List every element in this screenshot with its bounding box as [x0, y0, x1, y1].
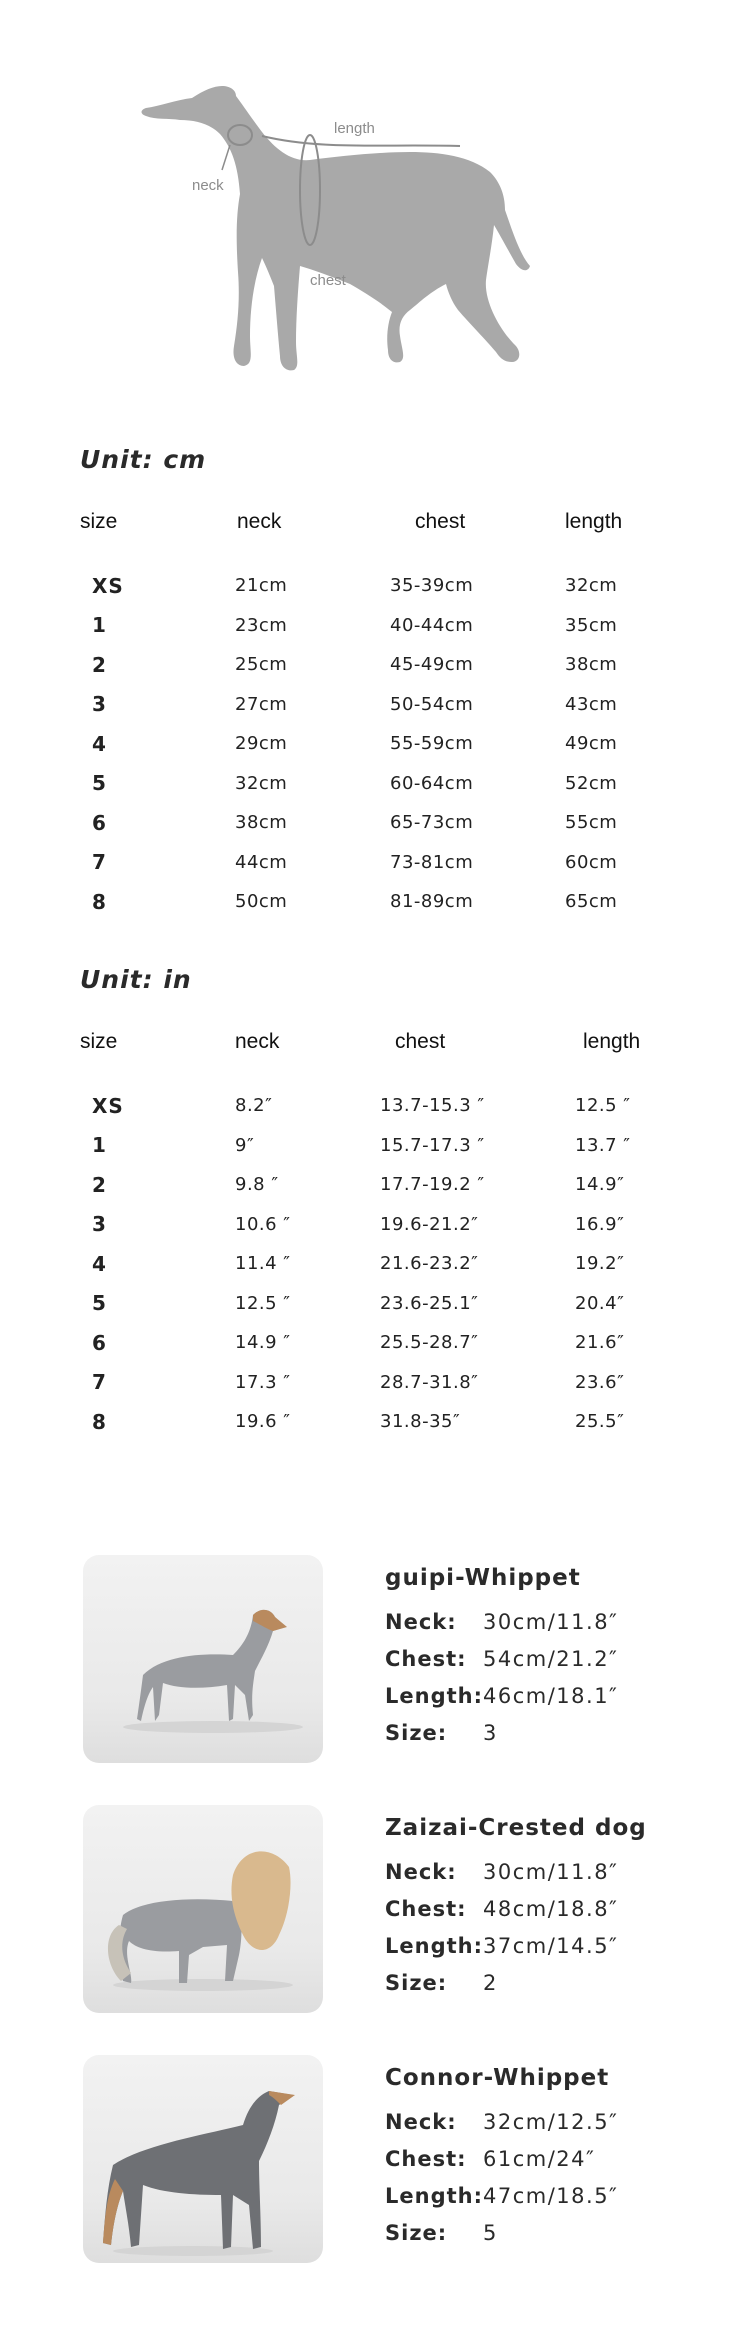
length-cell: 32cm — [565, 575, 618, 597]
length-cell: 21.6″ — [575, 1332, 625, 1354]
chest-cell: 50-54cm — [390, 693, 474, 715]
neck-cell: 10.6 ″ — [235, 1213, 291, 1235]
model-name: Connor-Whippet — [385, 2065, 610, 2091]
model-name: Zaizai-Crested dog — [385, 1815, 647, 1841]
size-row — [385, 1714, 715, 1751]
size-cell: 4 — [92, 1251, 107, 1276]
neck-label: Neck: — [385, 2109, 457, 2134]
in-size-table — [80, 1030, 680, 1442]
chest-label: Chest: — [385, 2146, 467, 2171]
size-cell: 7 — [92, 1370, 107, 1395]
in-table-body — [80, 1086, 680, 1442]
crested-dog-image — [83, 1805, 323, 2013]
table-row — [80, 1402, 680, 1442]
size-cell: XS — [92, 1093, 124, 1118]
length-cell: 65cm — [565, 891, 618, 913]
chest-cell: 17.7-19.2 ″ — [380, 1174, 485, 1196]
header-length: length — [565, 510, 623, 533]
size-cell: 1 — [92, 1133, 107, 1158]
length-label: Length: — [385, 1933, 483, 1958]
chest-cell: 73-81cm — [390, 851, 474, 873]
length-cell: 25.5″ — [575, 1411, 625, 1433]
length-cell: 23.6″ — [575, 1371, 625, 1393]
length-label: length — [334, 120, 375, 137]
table-row — [80, 606, 680, 646]
chest-row — [385, 1890, 715, 1927]
header-chest: chest — [395, 1030, 446, 1053]
chest-cell: 40-44cm — [390, 614, 474, 636]
neck-label: neck — [192, 177, 224, 194]
chest-cell: 65-73cm — [390, 812, 474, 834]
header-size: size — [80, 1030, 118, 1053]
neck-label: Neck: — [385, 1859, 457, 1884]
table-row — [80, 685, 680, 725]
neck-cell: 11.4 ″ — [235, 1253, 291, 1275]
length-label: Length: — [385, 2183, 483, 2208]
neck-cell: 50cm — [235, 891, 288, 913]
chest-cell: 31.8-35″ — [380, 1411, 461, 1433]
model-card — [83, 1555, 750, 1765]
neck-cell: 12.5 ″ — [235, 1292, 291, 1314]
chest-label: chest — [310, 272, 346, 289]
length-measure-line — [262, 136, 460, 146]
chest-row — [385, 2140, 715, 2177]
table-row — [80, 1126, 680, 1166]
chest-cell: 81-89cm — [390, 891, 474, 913]
neck-cell: 29cm — [235, 733, 288, 755]
size-cell: 6 — [92, 1330, 107, 1355]
length-cell: 20.4″ — [575, 1292, 625, 1314]
neck-row — [385, 2103, 715, 2140]
model-photo — [83, 1555, 323, 1763]
length-row — [385, 1927, 715, 1964]
length-value: 47cm/18.5″ — [483, 2183, 619, 2208]
size-cell: 5 — [92, 1291, 107, 1316]
chest-row — [385, 1640, 715, 1677]
model-card — [83, 1805, 750, 2015]
size-cell: 8 — [92, 1409, 107, 1434]
size-label: Size: — [385, 1720, 448, 1745]
chest-value: 54cm/21.2″ — [483, 1646, 619, 1671]
table-row — [80, 1244, 680, 1284]
chest-cell: 15.7-17.3 ″ — [380, 1134, 485, 1156]
neck-row — [385, 1603, 715, 1640]
model-photo — [83, 2055, 323, 2263]
length-row — [385, 2177, 715, 2214]
model-info — [385, 2065, 715, 2251]
size-cell: 1 — [92, 613, 107, 638]
length-cell: 12.5 ″ — [575, 1095, 631, 1117]
header-neck: neck — [237, 510, 282, 533]
neck-cell: 38cm — [235, 812, 288, 834]
neck-cell: 25cm — [235, 654, 288, 676]
model-card — [83, 2055, 750, 2265]
model-info — [385, 1815, 715, 2001]
table-header-row — [80, 510, 680, 566]
size-label: Size: — [385, 1970, 448, 1995]
size-cell: 7 — [92, 850, 107, 875]
size-cell: 3 — [92, 1212, 107, 1237]
header-length: length — [583, 1030, 641, 1053]
cm-size-table — [80, 510, 680, 922]
neck-cell: 19.6 ″ — [235, 1411, 291, 1433]
size-label: Size: — [385, 2220, 448, 2245]
length-cell: 16.9″ — [575, 1213, 625, 1235]
length-cell: 60cm — [565, 851, 618, 873]
size-cell: 8 — [92, 889, 107, 914]
table-row — [80, 724, 680, 764]
chest-cell: 21.6-23.2″ — [380, 1253, 479, 1275]
table-row — [80, 645, 680, 685]
header-chest: chest — [415, 510, 466, 533]
unit-cm-title: Unit: cm — [80, 445, 207, 474]
size-cell: 2 — [92, 652, 107, 677]
chest-label: Chest: — [385, 1896, 467, 1921]
model-photo — [83, 1805, 323, 2013]
header-neck: neck — [235, 1030, 280, 1053]
size-cell: 5 — [92, 771, 107, 796]
neck-cell: 8.2″ — [235, 1095, 273, 1117]
table-row — [80, 764, 680, 804]
chest-cell: 55-59cm — [390, 733, 474, 755]
table-row — [80, 1086, 680, 1126]
table-row — [80, 1284, 680, 1324]
table-row — [80, 803, 680, 843]
table-row — [80, 882, 680, 922]
neck-value: 30cm/11.8″ — [483, 1859, 619, 1884]
table-row — [80, 1363, 680, 1403]
size-cell: XS — [92, 573, 124, 598]
length-cell: 55cm — [565, 812, 618, 834]
length-cell: 43cm — [565, 693, 618, 715]
length-row — [385, 1677, 715, 1714]
cm-table-body — [80, 566, 680, 922]
chest-value: 61cm/24″ — [483, 2146, 596, 2171]
neck-cell: 27cm — [235, 693, 288, 715]
chest-cell: 23.6-25.1″ — [380, 1292, 479, 1314]
size-row — [385, 2214, 715, 2251]
size-cell: 4 — [92, 731, 107, 756]
chest-cell: 45-49cm — [390, 654, 474, 676]
length-cell: 49cm — [565, 733, 618, 755]
length-cell: 19.2″ — [575, 1253, 625, 1275]
whippet-dark-coat-image — [83, 2055, 323, 2263]
table-row — [80, 843, 680, 883]
length-value: 46cm/18.1″ — [483, 1683, 619, 1708]
neck-value: 30cm/11.8″ — [483, 1609, 619, 1634]
table-row — [80, 566, 680, 606]
size-value: 2 — [483, 1970, 498, 1995]
size-cell: 3 — [92, 692, 107, 717]
chest-cell: 60-64cm — [390, 772, 474, 794]
dog-silhouette-diagram — [0, 40, 750, 410]
chest-label: Chest: — [385, 1646, 467, 1671]
neck-label: Neck: — [385, 1609, 457, 1634]
chest-cell: 13.7-15.3 ″ — [380, 1095, 485, 1117]
size-value: 5 — [483, 2220, 498, 2245]
unit-in-title: Unit: in — [80, 965, 192, 994]
neck-cell: 21cm — [235, 575, 288, 597]
neck-cell: 9.8 ″ — [235, 1174, 279, 1196]
length-value: 37cm/14.5″ — [483, 1933, 619, 1958]
length-cell: 35cm — [565, 614, 618, 636]
length-label: Length: — [385, 1683, 483, 1708]
length-cell: 52cm — [565, 772, 618, 794]
chest-value: 48cm/18.8″ — [483, 1896, 619, 1921]
chest-cell: 19.6-21.2″ — [380, 1213, 479, 1235]
measurement-diagram — [0, 40, 750, 410]
length-cell: 14.9″ — [575, 1174, 625, 1196]
table-row — [80, 1165, 680, 1205]
chest-cell: 35-39cm — [390, 575, 474, 597]
size-value: 3 — [483, 1720, 498, 1745]
neck-cell: 9″ — [235, 1134, 255, 1156]
neck-value: 32cm/12.5″ — [483, 2109, 619, 2134]
size-row — [385, 1964, 715, 2001]
size-cell: 6 — [92, 810, 107, 835]
whippet-grey-coat-image — [83, 1555, 323, 1763]
neck-cell: 32cm — [235, 772, 288, 794]
neck-cell: 17.3 ″ — [235, 1371, 291, 1393]
model-info — [385, 1565, 715, 1751]
size-cell: 2 — [92, 1172, 107, 1197]
neck-row — [385, 1853, 715, 1890]
length-cell: 38cm — [565, 654, 618, 676]
chest-cell: 25.5-28.7″ — [380, 1332, 479, 1354]
table-row — [80, 1323, 680, 1363]
table-header-row — [80, 1030, 680, 1086]
neck-pointer-line — [222, 145, 230, 170]
neck-cell: 44cm — [235, 851, 288, 873]
length-cell: 13.7 ″ — [575, 1134, 631, 1156]
model-name: guipi-Whippet — [385, 1565, 581, 1591]
chest-cell: 28.7-31.8″ — [380, 1371, 479, 1393]
header-size: size — [80, 510, 118, 533]
neck-cell: 14.9 ″ — [235, 1332, 291, 1354]
table-row — [80, 1205, 680, 1245]
neck-cell: 23cm — [235, 614, 288, 636]
